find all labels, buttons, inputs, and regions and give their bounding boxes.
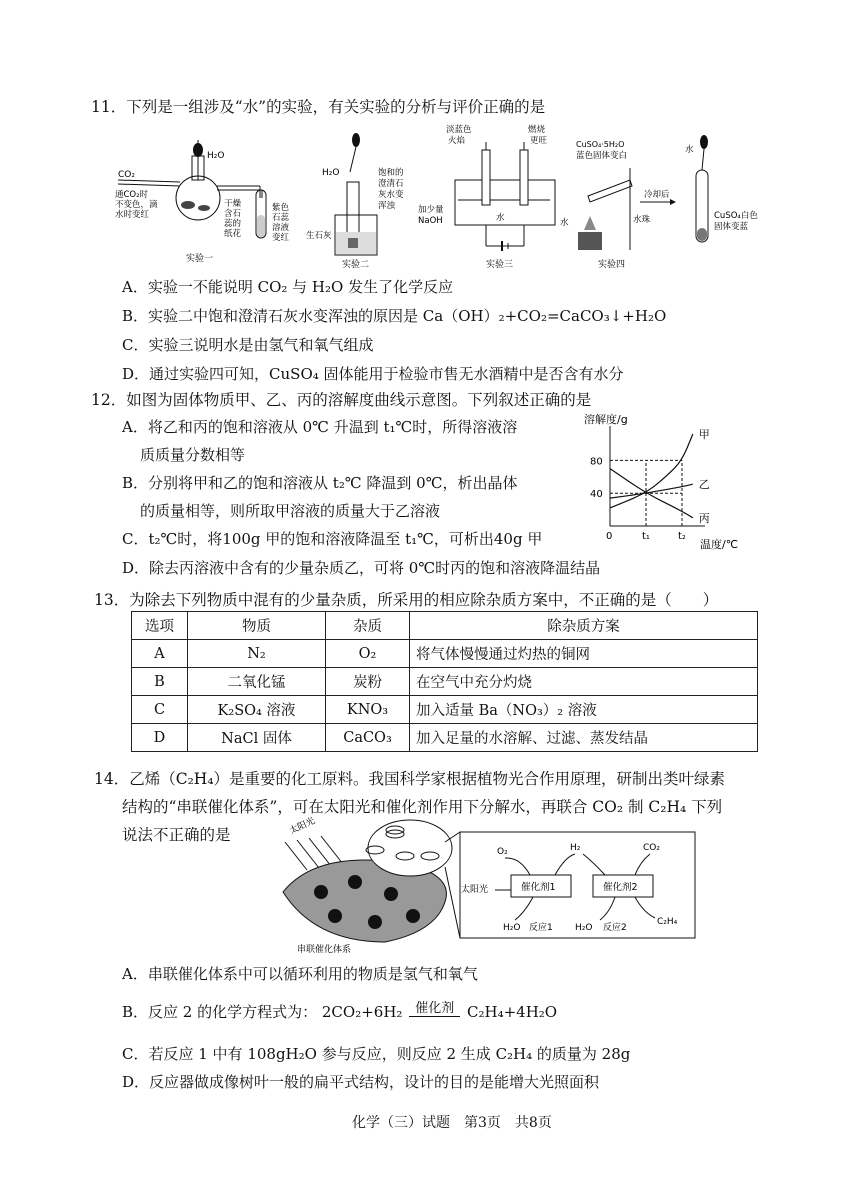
- sunlight-rays: [285, 814, 343, 870]
- table-row: [132, 640, 758, 668]
- e4-caption: 实验四: [598, 260, 626, 270]
- table-cell: 炭粉: [326, 668, 410, 696]
- q14-stem-line3: 说法不正确的是: [122, 826, 231, 844]
- table-cell: 将气体慢慢通过灼热的铜网: [410, 640, 758, 668]
- q11-option-b: B．实验二中饱和澄清石灰水变浑浊的原因是 Ca（OH）₂+CO₂=CaCO₃↓+H₂O: [122, 307, 667, 325]
- table-cell: KNO₃: [326, 696, 410, 724]
- svg-text:变红: 变红: [272, 233, 290, 243]
- q12-option-c: C．t₂℃时，将100g 甲的饱和溶液降温至 t₁℃，可析出40g 甲: [122, 530, 543, 548]
- svg-text:干燥: 干燥: [224, 199, 242, 209]
- svg-text:溶液: 溶液: [272, 223, 290, 233]
- table-cell: O₂: [326, 640, 410, 668]
- svg-text:紫色: 紫色: [272, 203, 290, 213]
- impurity-table: [131, 611, 758, 752]
- svg-text:固体变蓝: 固体变蓝: [714, 222, 749, 232]
- svg-text:水: 水: [496, 213, 505, 223]
- q11-stem: 11．下列是一组涉及“水”的实验，有关实验的分析与评价正确的是: [91, 98, 546, 116]
- solubility-chart: [580, 408, 760, 553]
- q12-option-d: D．除去丙溶液中含有的少量杂质乙，可将 0℃时丙的饱和溶液降温结晶: [122, 559, 601, 577]
- q14-option-a: A．串联催化体系中可以循环利用的物质是氢气和氧气: [122, 965, 478, 983]
- svg-text:灰水变: 灰水变: [378, 190, 404, 200]
- q14-option-d: D．反应器做成像树叶一般的扁平式结构，设计的目的是能增大光照面积: [122, 1073, 600, 1091]
- experiment-4-apparatus: [560, 135, 758, 270]
- catalysis-figure: [275, 812, 700, 957]
- header-cell: 除杂质方案: [410, 612, 758, 640]
- svg-text:冷却后: 冷却后: [644, 190, 670, 200]
- equation-left: 2CO₂+6H₂: [321, 1003, 403, 1021]
- experiment-3-apparatus: [418, 124, 555, 270]
- chart-xlabel: 温度/℃: [700, 538, 739, 551]
- svg-text:火焰: 火焰: [448, 136, 466, 146]
- svg-text:CuSO₄白色: CuSO₄白色: [714, 211, 758, 221]
- table-cell: CaCO₃: [326, 724, 410, 752]
- svg-text:不变色，滴: 不变色，滴: [115, 200, 158, 210]
- svg-text:燃烧: 燃烧: [528, 125, 546, 135]
- leaf-label: 串联催化体系: [297, 945, 352, 955]
- svg-text:催化剂1: 催化剂1: [521, 882, 556, 893]
- svg-text:NaOH: NaOH: [418, 216, 443, 226]
- header-cell: 物质: [188, 612, 326, 640]
- page-footer: 化学（三）试题 第3页 共8页: [352, 1115, 552, 1131]
- q12-option-a-line1: A．将乙和丙的饱和溶液从 0℃ 升温到 t₁℃时，所得溶液溶: [122, 418, 518, 436]
- q12-option-b-line1: B．分别将甲和乙的饱和溶液从 t₂℃ 降温到 0℃，析出晶体: [122, 474, 518, 492]
- equation-condition: 催化剂: [409, 997, 460, 1029]
- svg-text:H₂O: H₂O: [207, 151, 225, 161]
- svg-text:生石灰: 生石灰: [306, 231, 332, 241]
- svg-text:太阳光: 太阳光: [288, 816, 317, 837]
- x-tick-label: t₁: [642, 531, 650, 542]
- experiment-1-apparatus: [115, 140, 290, 264]
- table-cell: 在空气中充分灼烧: [410, 668, 758, 696]
- e3-caption: 实验三: [486, 260, 514, 270]
- svg-text:水: 水: [560, 218, 569, 228]
- svg-text:加少量: 加少量: [418, 205, 444, 215]
- svg-text:石蕊: 石蕊: [272, 213, 290, 223]
- table-row: [132, 696, 758, 724]
- svg-text:蕊的: 蕊的: [224, 219, 242, 229]
- header-cell: 杂质: [326, 612, 410, 640]
- table-cell: B: [132, 668, 188, 696]
- table-cell: D: [132, 724, 188, 752]
- q11-option-a: A．实验一不能说明 CO₂ 与 H₂O 发生了化学反应: [122, 278, 454, 296]
- q11-experiment-figure: [110, 120, 770, 270]
- series-label: 丙: [698, 511, 710, 525]
- svg-text:太阳光: 太阳光: [461, 885, 489, 895]
- svg-text:O₂: O₂: [497, 847, 508, 857]
- q14-stem-line1: 14．乙烯（C₂H₄）是重要的化工原料。我国科学家根据植物光合作用原理，研制出类叶绿素: [94, 770, 726, 788]
- y-tick-label: 80: [590, 456, 603, 468]
- svg-text:CuSO₄·5H₂O: CuSO₄·5H₂O: [576, 140, 625, 149]
- svg-text:澄清石: 澄清石: [378, 179, 404, 189]
- table-cell: C: [132, 696, 188, 724]
- svg-text:H₂O: H₂O: [322, 168, 340, 178]
- svg-text:H₂: H₂: [570, 843, 581, 853]
- svg-text:通CO₂时: 通CO₂时: [115, 190, 149, 200]
- table-cell: NaCl 固体: [188, 724, 326, 752]
- svg-text:饱和的: 饱和的: [378, 168, 404, 178]
- svg-text:C₂H₄: C₂H₄: [657, 917, 678, 927]
- svg-text:H₂O: H₂O: [503, 923, 521, 933]
- svg-text:催化剂2: 催化剂2: [603, 882, 638, 893]
- q12-option-b-line2: 的质量相等，则所取甲溶液的质量大于乙溶液: [140, 502, 441, 520]
- q14-option-b: [122, 997, 557, 1029]
- svg-text:蓝色固体变白: 蓝色固体变白: [576, 151, 628, 161]
- e1-caption: 实验一: [186, 254, 214, 264]
- svg-text:反应1: 反应1: [529, 923, 553, 933]
- series-label: 乙: [698, 478, 710, 492]
- e2-caption: 实验二: [342, 260, 370, 270]
- header-cell: 选项: [132, 612, 188, 640]
- svg-text:CO₂: CO₂: [643, 843, 660, 853]
- table-cell: 加入足量的水溶解、过滤、蒸发结晶: [410, 724, 758, 752]
- table-row: [132, 724, 758, 752]
- table-cell: K₂SO₄ 溶液: [188, 696, 326, 724]
- q14-option-b-prefix: B．反应 2 的化学方程式为：: [122, 1003, 318, 1021]
- svg-text:反应2: 反应2: [603, 923, 627, 933]
- svg-text:水珠: 水珠: [633, 215, 651, 225]
- table-cell: N₂: [188, 640, 326, 668]
- y-tick-label: 40: [590, 489, 603, 501]
- q14-stem-line2: 结构的“串联催化体系”，可在太阳光和催化剂作用下分解水，再联合 CO₂ 制 C₂H₄ 下列: [122, 798, 723, 816]
- table-row: [132, 668, 758, 696]
- svg-text:浑浊: 浑浊: [378, 201, 396, 211]
- q14-option-c: C．若反应 1 中有 108gH₂O 参与反应，则反应 2 生成 C₂H₄ 的质量为 28g: [122, 1045, 631, 1063]
- e1-co2-label: CO₂: [118, 170, 135, 180]
- table-header-row: [132, 612, 758, 640]
- equation-right: C₂H₄+4H₂O: [467, 1003, 558, 1021]
- svg-text:含石: 含石: [224, 209, 242, 219]
- svg-text:更旺: 更旺: [530, 136, 548, 146]
- q11-option-d: D．通过实验四可知，CuSO₄ 固体能用于检验市售无水酒精中是否含有水分: [122, 365, 624, 383]
- svg-text:水: 水: [685, 145, 694, 155]
- table-cell: 二氧化锰: [188, 668, 326, 696]
- svg-text:纸花: 纸花: [224, 229, 242, 239]
- q13-stem: 13．为除去下列物质中混有的少量杂质，所采用的相应除杂质方案中，不正确的是（ ）: [94, 591, 719, 609]
- table-cell: 加入适量 Ba（NO₃）₂ 溶液: [410, 696, 758, 724]
- series-label: 甲: [698, 428, 710, 442]
- svg-text:H₂O: H₂O: [575, 923, 593, 933]
- table-cell: A: [132, 640, 188, 668]
- svg-text:淡蓝色: 淡蓝色: [446, 125, 472, 135]
- q11-option-c: C．实验三说明水是由氢气和氧气组成: [122, 336, 374, 354]
- zoom-bubble: [368, 820, 452, 876]
- svg-text:水时变红: 水时变红: [115, 210, 150, 220]
- q12-option-a-line2: 质质量分数相等: [140, 446, 246, 464]
- x-tick-label: 0: [606, 531, 613, 542]
- x-tick-label: t₂: [678, 531, 686, 542]
- q12-stem: 12．如图为固体物质甲、乙、丙的溶解度曲线示意图。下列叙述正确的是: [91, 391, 592, 409]
- chart-ylabel: 溶解度/g: [584, 413, 628, 426]
- experiment-2-apparatus: [306, 133, 404, 270]
